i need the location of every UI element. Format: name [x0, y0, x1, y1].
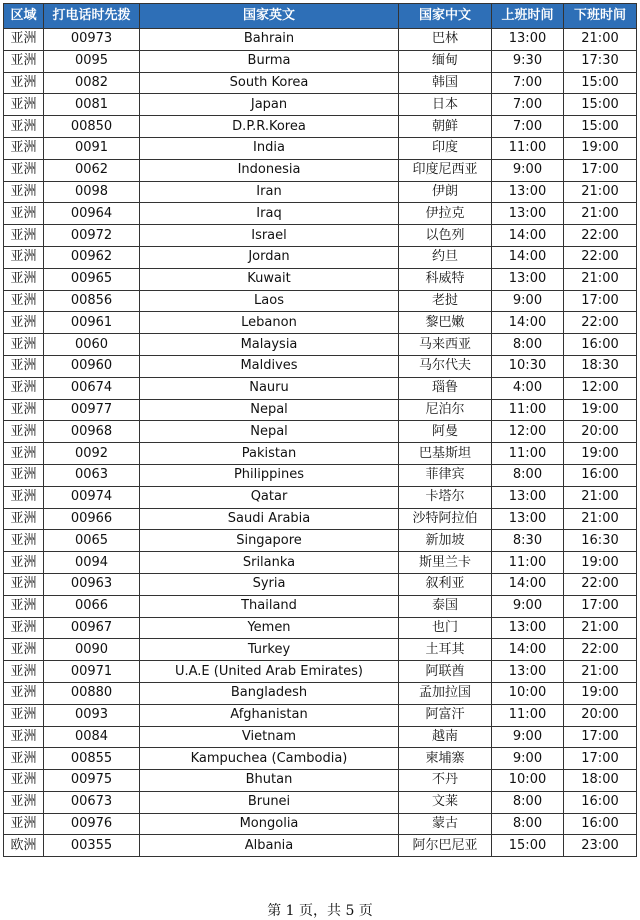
work-end-cell: 21:00 [564, 486, 637, 508]
dial-prefix-cell: 00856 [44, 290, 140, 312]
dial-prefix-cell: 0066 [44, 595, 140, 617]
country-english-cell: South Korea [140, 72, 399, 94]
dial-prefix-cell: 00961 [44, 312, 140, 334]
work-start-cell: 10:30 [492, 355, 564, 377]
region-cell: 亚洲 [4, 704, 44, 726]
region-cell: 亚洲 [4, 661, 44, 683]
work-end-cell: 21:00 [564, 508, 637, 530]
dial-prefix-cell: 00967 [44, 617, 140, 639]
country-english-cell: Nepal [140, 399, 399, 421]
table-row [4, 639, 637, 661]
country-chinese-cell: 柬埔寨 [399, 748, 492, 770]
work-end-cell: 20:00 [564, 704, 637, 726]
work-end-cell: 19:00 [564, 443, 637, 465]
region-cell: 亚洲 [4, 377, 44, 399]
region-cell: 亚洲 [4, 94, 44, 116]
work-end-cell: 22:00 [564, 573, 637, 595]
work-start-cell: 11:00 [492, 552, 564, 574]
country-chinese-cell: 文莱 [399, 791, 492, 813]
work-start-cell: 11:00 [492, 443, 564, 465]
table-row [4, 595, 637, 617]
work-start-cell: 12:00 [492, 421, 564, 443]
country-chinese-cell: 缅甸 [399, 50, 492, 72]
work-start-cell: 13:00 [492, 486, 564, 508]
country-chinese-cell: 印度尼西亚 [399, 159, 492, 181]
dial-prefix-cell: 0098 [44, 181, 140, 203]
dial-prefix-cell: 00855 [44, 748, 140, 770]
table-row [4, 50, 637, 72]
table-row [4, 334, 637, 356]
work-end-cell: 17:00 [564, 726, 637, 748]
dial-prefix-cell: 00976 [44, 813, 140, 835]
work-start-cell: 8:00 [492, 791, 564, 813]
work-start-cell: 7:00 [492, 94, 564, 116]
dial-prefix-cell: 0093 [44, 704, 140, 726]
work-start-cell: 14:00 [492, 639, 564, 661]
work-end-cell: 19:00 [564, 552, 637, 574]
country-english-cell: Srilanka [140, 552, 399, 574]
country-chinese-cell: 阿尔巴尼亚 [399, 835, 492, 857]
table-header-row [4, 4, 637, 29]
region-cell: 亚洲 [4, 355, 44, 377]
work-start-cell: 7:00 [492, 116, 564, 138]
country-english-cell: Malaysia [140, 334, 399, 356]
table-row [4, 530, 637, 552]
table-row [4, 552, 637, 574]
region-cell: 亚洲 [4, 116, 44, 138]
work-start-cell: 8:00 [492, 464, 564, 486]
country-english-cell: Turkey [140, 639, 399, 661]
table-row [4, 726, 637, 748]
dial-prefix-cell: 00674 [44, 377, 140, 399]
region-cell: 亚洲 [4, 399, 44, 421]
header-work-end: 下班时间 [564, 4, 637, 29]
work-start-cell: 10:00 [492, 682, 564, 704]
table-row [4, 377, 637, 399]
country-english-cell: Brunei [140, 791, 399, 813]
table-row [4, 94, 637, 116]
table-body [4, 29, 637, 857]
work-start-cell: 14:00 [492, 246, 564, 268]
country-english-cell: Philippines [140, 464, 399, 486]
country-english-cell: Nepal [140, 421, 399, 443]
country-english-cell: Japan [140, 94, 399, 116]
region-cell: 亚洲 [4, 573, 44, 595]
country-chinese-cell: 尼泊尔 [399, 399, 492, 421]
work-start-cell: 13:00 [492, 29, 564, 51]
table-row [4, 704, 637, 726]
table-row [4, 443, 637, 465]
work-start-cell: 13:00 [492, 508, 564, 530]
dial-prefix-cell: 0090 [44, 639, 140, 661]
region-cell: 亚洲 [4, 50, 44, 72]
region-cell: 亚洲 [4, 334, 44, 356]
table-row [4, 225, 637, 247]
work-end-cell: 15:00 [564, 116, 637, 138]
header-country-english: 国家英文 [140, 4, 399, 29]
table-row [4, 813, 637, 835]
work-start-cell: 9:00 [492, 748, 564, 770]
country-english-cell: Kampuchea (Cambodia) [140, 748, 399, 770]
country-chinese-cell: 蒙古 [399, 813, 492, 835]
dial-prefix-cell: 00972 [44, 225, 140, 247]
work-end-cell: 18:00 [564, 770, 637, 792]
region-cell: 亚洲 [4, 421, 44, 443]
table-row [4, 268, 637, 290]
table-row [4, 791, 637, 813]
work-start-cell: 9:00 [492, 290, 564, 312]
country-chinese-cell: 日本 [399, 94, 492, 116]
dial-prefix-cell: 0092 [44, 443, 140, 465]
table-row [4, 617, 637, 639]
work-end-cell: 22:00 [564, 312, 637, 334]
dial-prefix-cell: 0065 [44, 530, 140, 552]
work-start-cell: 13:00 [492, 203, 564, 225]
work-end-cell: 17:00 [564, 290, 637, 312]
work-start-cell: 9:00 [492, 726, 564, 748]
country-hours-table [3, 3, 637, 857]
work-start-cell: 15:00 [492, 835, 564, 857]
work-end-cell: 21:00 [564, 29, 637, 51]
country-chinese-cell: 约旦 [399, 246, 492, 268]
work-end-cell: 21:00 [564, 203, 637, 225]
table-row [4, 181, 637, 203]
work-end-cell: 16:00 [564, 334, 637, 356]
work-start-cell: 14:00 [492, 312, 564, 334]
country-chinese-cell: 老挝 [399, 290, 492, 312]
work-end-cell: 18:30 [564, 355, 637, 377]
region-cell: 亚洲 [4, 791, 44, 813]
country-english-cell: Bangladesh [140, 682, 399, 704]
region-cell: 亚洲 [4, 726, 44, 748]
work-end-cell: 16:30 [564, 530, 637, 552]
country-english-cell: Singapore [140, 530, 399, 552]
work-end-cell: 21:00 [564, 617, 637, 639]
work-start-cell: 14:00 [492, 573, 564, 595]
country-chinese-cell: 斯里兰卡 [399, 552, 492, 574]
country-chinese-cell: 越南 [399, 726, 492, 748]
country-english-cell: Afghanistan [140, 704, 399, 726]
country-english-cell: Iraq [140, 203, 399, 225]
work-start-cell: 13:00 [492, 661, 564, 683]
document-page [3, 3, 636, 857]
country-chinese-cell: 阿富汗 [399, 704, 492, 726]
country-english-cell: India [140, 137, 399, 159]
region-cell: 亚洲 [4, 552, 44, 574]
dial-prefix-cell: 0082 [44, 72, 140, 94]
work-start-cell: 4:00 [492, 377, 564, 399]
work-end-cell: 15:00 [564, 72, 637, 94]
table-row [4, 355, 637, 377]
table-row [4, 573, 637, 595]
region-cell: 亚洲 [4, 181, 44, 203]
region-cell: 亚洲 [4, 617, 44, 639]
work-start-cell: 10:00 [492, 770, 564, 792]
work-end-cell: 17:00 [564, 748, 637, 770]
work-end-cell: 23:00 [564, 835, 637, 857]
dial-prefix-cell: 0094 [44, 552, 140, 574]
region-cell: 亚洲 [4, 137, 44, 159]
work-start-cell: 7:00 [492, 72, 564, 94]
dial-prefix-cell: 00960 [44, 355, 140, 377]
country-chinese-cell: 马来西亚 [399, 334, 492, 356]
region-cell: 亚洲 [4, 486, 44, 508]
country-english-cell: Qatar [140, 486, 399, 508]
dial-prefix-cell: 0091 [44, 137, 140, 159]
dial-prefix-cell: 00965 [44, 268, 140, 290]
table-row [4, 835, 637, 857]
region-cell: 亚洲 [4, 72, 44, 94]
work-start-cell: 14:00 [492, 225, 564, 247]
region-cell: 亚洲 [4, 813, 44, 835]
work-end-cell: 17:00 [564, 159, 637, 181]
dial-prefix-cell: 00880 [44, 682, 140, 704]
country-chinese-cell: 伊朗 [399, 181, 492, 203]
country-chinese-cell: 土耳其 [399, 639, 492, 661]
country-english-cell: Israel [140, 225, 399, 247]
header-work-start: 上班时间 [492, 4, 564, 29]
header-dial-prefix: 打电话时先拨 [44, 4, 140, 29]
table-row [4, 290, 637, 312]
work-end-cell: 21:00 [564, 661, 637, 683]
table-row [4, 770, 637, 792]
country-english-cell: Bahrain [140, 29, 399, 51]
region-cell: 欧洲 [4, 835, 44, 857]
region-cell: 亚洲 [4, 530, 44, 552]
dial-prefix-cell: 0060 [44, 334, 140, 356]
table-row [4, 464, 637, 486]
country-chinese-cell: 黎巴嫩 [399, 312, 492, 334]
region-cell: 亚洲 [4, 159, 44, 181]
work-start-cell: 8:00 [492, 334, 564, 356]
country-english-cell: Syria [140, 573, 399, 595]
country-chinese-cell: 巴基斯坦 [399, 443, 492, 465]
dial-prefix-cell: 00964 [44, 203, 140, 225]
work-end-cell: 12:00 [564, 377, 637, 399]
work-start-cell: 9:00 [492, 159, 564, 181]
work-start-cell: 13:00 [492, 268, 564, 290]
dial-prefix-cell: 00975 [44, 770, 140, 792]
country-chinese-cell: 叙利亚 [399, 573, 492, 595]
dial-prefix-cell: 00968 [44, 421, 140, 443]
region-cell: 亚洲 [4, 682, 44, 704]
country-chinese-cell: 阿联酋 [399, 661, 492, 683]
dial-prefix-cell: 0062 [44, 159, 140, 181]
country-chinese-cell: 沙特阿拉伯 [399, 508, 492, 530]
table-row [4, 486, 637, 508]
work-start-cell: 11:00 [492, 137, 564, 159]
work-end-cell: 21:00 [564, 181, 637, 203]
dial-prefix-cell: 00973 [44, 29, 140, 51]
region-cell: 亚洲 [4, 268, 44, 290]
work-end-cell: 17:30 [564, 50, 637, 72]
country-chinese-cell: 印度 [399, 137, 492, 159]
region-cell: 亚洲 [4, 246, 44, 268]
region-cell: 亚洲 [4, 748, 44, 770]
work-end-cell: 22:00 [564, 246, 637, 268]
country-chinese-cell: 新加坡 [399, 530, 492, 552]
country-chinese-cell: 韩国 [399, 72, 492, 94]
work-start-cell: 8:00 [492, 813, 564, 835]
country-chinese-cell: 阿曼 [399, 421, 492, 443]
country-english-cell: Kuwait [140, 268, 399, 290]
dial-prefix-cell: 0063 [44, 464, 140, 486]
dial-prefix-cell: 00974 [44, 486, 140, 508]
work-end-cell: 21:00 [564, 268, 637, 290]
dial-prefix-cell: 0084 [44, 726, 140, 748]
header-country-chinese: 国家中文 [399, 4, 492, 29]
country-english-cell: Vietnam [140, 726, 399, 748]
work-end-cell: 22:00 [564, 639, 637, 661]
work-start-cell: 13:00 [492, 181, 564, 203]
country-english-cell: Bhutan [140, 770, 399, 792]
region-cell: 亚洲 [4, 508, 44, 530]
work-start-cell: 9:30 [492, 50, 564, 72]
work-start-cell: 11:00 [492, 399, 564, 421]
dial-prefix-cell: 00673 [44, 791, 140, 813]
dial-prefix-cell: 0081 [44, 94, 140, 116]
region-cell: 亚洲 [4, 595, 44, 617]
region-cell: 亚洲 [4, 290, 44, 312]
dial-prefix-cell: 00963 [44, 573, 140, 595]
country-english-cell: Pakistan [140, 443, 399, 465]
region-cell: 亚洲 [4, 443, 44, 465]
country-english-cell: Iran [140, 181, 399, 203]
table-row [4, 748, 637, 770]
work-end-cell: 22:00 [564, 225, 637, 247]
country-chinese-cell: 以色列 [399, 225, 492, 247]
region-cell: 亚洲 [4, 770, 44, 792]
country-english-cell: Saudi Arabia [140, 508, 399, 530]
dial-prefix-cell: 00355 [44, 835, 140, 857]
dial-prefix-cell: 00966 [44, 508, 140, 530]
dial-prefix-cell: 00977 [44, 399, 140, 421]
work-end-cell: 17:00 [564, 595, 637, 617]
table-row [4, 116, 637, 138]
table-row [4, 137, 637, 159]
country-english-cell: Maldives [140, 355, 399, 377]
table-row [4, 661, 637, 683]
country-english-cell: Lebanon [140, 312, 399, 334]
table-row [4, 312, 637, 334]
country-chinese-cell: 也门 [399, 617, 492, 639]
country-chinese-cell: 科威特 [399, 268, 492, 290]
table-row [4, 29, 637, 51]
country-chinese-cell: 孟加拉国 [399, 682, 492, 704]
country-english-cell: Indonesia [140, 159, 399, 181]
region-cell: 亚洲 [4, 464, 44, 486]
country-chinese-cell: 伊拉克 [399, 203, 492, 225]
country-english-cell: Thailand [140, 595, 399, 617]
country-chinese-cell: 瑙鲁 [399, 377, 492, 399]
work-end-cell: 19:00 [564, 137, 637, 159]
work-end-cell: 20:00 [564, 421, 637, 443]
region-cell: 亚洲 [4, 312, 44, 334]
country-english-cell: Albania [140, 835, 399, 857]
dial-prefix-cell: 0095 [44, 50, 140, 72]
country-english-cell: Nauru [140, 377, 399, 399]
country-chinese-cell: 泰国 [399, 595, 492, 617]
country-chinese-cell: 朝鲜 [399, 116, 492, 138]
region-cell: 亚洲 [4, 639, 44, 661]
country-english-cell: Burma [140, 50, 399, 72]
work-start-cell: 8:30 [492, 530, 564, 552]
work-end-cell: 16:00 [564, 464, 637, 486]
dial-prefix-cell: 00971 [44, 661, 140, 683]
country-english-cell: Jordan [140, 246, 399, 268]
table-row [4, 203, 637, 225]
table-row [4, 72, 637, 94]
country-english-cell: Yemen [140, 617, 399, 639]
country-english-cell: Mongolia [140, 813, 399, 835]
table-row [4, 399, 637, 421]
country-chinese-cell: 菲律宾 [399, 464, 492, 486]
country-chinese-cell: 卡塔尔 [399, 486, 492, 508]
country-chinese-cell: 不丹 [399, 770, 492, 792]
table-row [4, 421, 637, 443]
table-row [4, 246, 637, 268]
table-row [4, 159, 637, 181]
work-end-cell: 16:00 [564, 791, 637, 813]
country-chinese-cell: 马尔代夫 [399, 355, 492, 377]
page-footer: 第 1 页，共 5 页 [267, 903, 373, 919]
work-end-cell: 16:00 [564, 813, 637, 835]
region-cell: 亚洲 [4, 29, 44, 51]
country-chinese-cell: 巴林 [399, 29, 492, 51]
region-cell: 亚洲 [4, 225, 44, 247]
work-start-cell: 9:00 [492, 595, 564, 617]
country-english-cell: D.P.R.Korea [140, 116, 399, 138]
work-start-cell: 11:00 [492, 704, 564, 726]
country-english-cell: Laos [140, 290, 399, 312]
header-region: 区域 [4, 4, 44, 29]
region-cell: 亚洲 [4, 203, 44, 225]
work-end-cell: 15:00 [564, 94, 637, 116]
dial-prefix-cell: 00962 [44, 246, 140, 268]
work-end-cell: 19:00 [564, 399, 637, 421]
work-start-cell: 13:00 [492, 617, 564, 639]
work-end-cell: 19:00 [564, 682, 637, 704]
dial-prefix-cell: 00850 [44, 116, 140, 138]
table-row [4, 682, 637, 704]
country-english-cell: U.A.E (United Arab Emirates) [140, 661, 399, 683]
table-row [4, 508, 637, 530]
